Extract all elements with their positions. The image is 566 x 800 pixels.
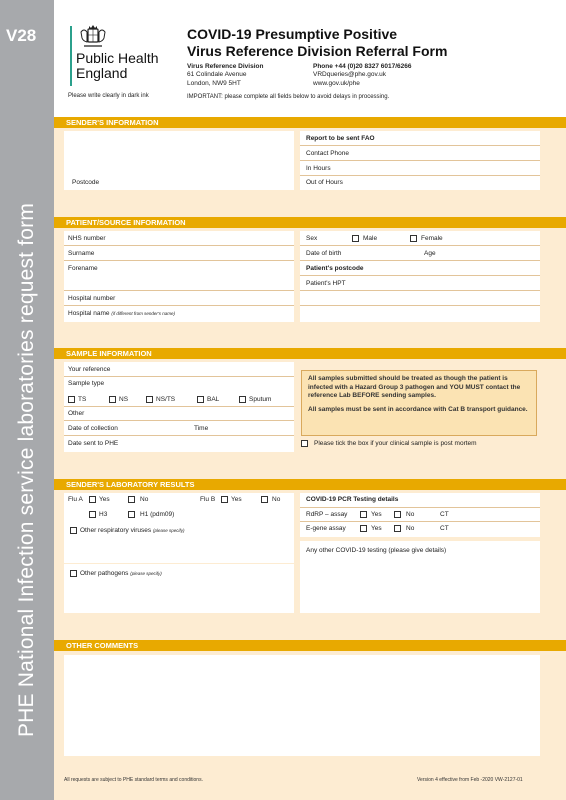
flu-a-no-label: No bbox=[140, 496, 149, 503]
form-body bbox=[54, 0, 566, 800]
vrd-name: Virus Reference Division bbox=[187, 63, 264, 70]
patient-hpt-field[interactable]: Patient's HPT bbox=[306, 280, 346, 287]
patient-left-box bbox=[64, 231, 294, 322]
hazard-notice bbox=[301, 370, 537, 436]
hazard-notice-text: All samples submitted should be treated as though the patient is infected with a Hazard Group 3 pathogen and YOU MUST contact the reference Lab BEFORE sending samples. bbox=[308, 375, 521, 399]
age-field[interactable]: Age bbox=[424, 250, 436, 257]
flu-a-yes-checkbox[interactable] bbox=[89, 496, 96, 503]
vrd-contact bbox=[313, 63, 411, 88]
section-other-comments bbox=[54, 640, 566, 651]
flu-b-yes-label: Yes bbox=[231, 496, 242, 503]
divider bbox=[300, 521, 540, 522]
egene-no-checkbox[interactable] bbox=[394, 525, 401, 532]
form-code: V28 bbox=[6, 26, 37, 45]
transport-notice-text: All samples must be sent in accordance with Cat B transport guidance. bbox=[308, 405, 528, 413]
title-line-2: Virus Reference Division Referral Form bbox=[187, 43, 448, 59]
flu-a-no-checkbox[interactable] bbox=[128, 496, 135, 503]
egene-ct-field[interactable]: CT bbox=[440, 525, 449, 532]
footer-terms: All requests are subject to PHE standard terms and conditions. bbox=[64, 777, 203, 783]
sender-address-field[interactable] bbox=[64, 131, 294, 190]
dob-field[interactable]: Date of birth bbox=[306, 250, 342, 257]
divider bbox=[64, 420, 294, 421]
sex-label: Sex bbox=[306, 235, 318, 242]
form-header bbox=[54, 0, 566, 117]
other-comments-field[interactable] bbox=[64, 655, 540, 756]
male-checkbox[interactable] bbox=[352, 235, 359, 242]
divider bbox=[300, 175, 540, 176]
in-hours-label: In Hours bbox=[306, 165, 331, 172]
flu-b-no-label: No bbox=[272, 496, 281, 503]
divider bbox=[300, 507, 540, 508]
patient-postcode-field[interactable]: Patient's postcode bbox=[306, 265, 364, 272]
other-covid-testing-label: Any other COVID-19 testing (please give details) bbox=[306, 547, 447, 554]
divider bbox=[300, 245, 540, 246]
divider bbox=[64, 260, 294, 261]
sample-other-field[interactable]: Other bbox=[68, 410, 85, 417]
sender-postcode-label: Postcode bbox=[72, 179, 100, 186]
divider bbox=[300, 305, 540, 306]
vrd-address-line-1: 61 Colindale Avenue bbox=[187, 71, 247, 79]
phe-logo-text bbox=[76, 51, 159, 81]
rdrp-yes-checkbox[interactable] bbox=[360, 511, 367, 518]
divider bbox=[300, 260, 540, 261]
please-specify-note: (please specify) bbox=[130, 571, 162, 576]
pcr-title: COVID-19 PCR Testing details bbox=[306, 496, 399, 503]
section-senders-information bbox=[54, 117, 566, 128]
post-mortem-checkbox[interactable] bbox=[301, 440, 308, 447]
nhs-number-field[interactable]: NHS number bbox=[68, 235, 106, 242]
divider bbox=[64, 376, 294, 377]
hospital-name-label: Hospital name bbox=[68, 310, 110, 317]
footer-version: Version 4 effective from Feb -2020 VW-2127-01 bbox=[417, 777, 523, 783]
rdrp-yes-label: Yes bbox=[371, 511, 382, 518]
flu-b-label: Flu B bbox=[200, 496, 216, 503]
sample-bal-label: BAL bbox=[207, 396, 220, 403]
divider bbox=[300, 160, 540, 161]
other-resp-text: Other respiratory viruses bbox=[80, 527, 152, 534]
flu-a-label: Flu A bbox=[68, 496, 83, 503]
other-covid-testing-field[interactable] bbox=[300, 541, 540, 613]
logo-line-1: Public Health bbox=[76, 50, 159, 66]
divider bbox=[64, 563, 294, 564]
your-reference-field[interactable]: Your reference bbox=[68, 366, 111, 373]
other-pathogens-checkbox[interactable] bbox=[70, 570, 77, 577]
post-mortem-label: Please tick the box if your clinical sample is post mortem bbox=[314, 440, 477, 447]
rdrp-no-label: No bbox=[406, 511, 415, 518]
h3-label: H3 bbox=[99, 511, 108, 518]
title-line-1: COVID-19 Presumptive Positive bbox=[187, 26, 398, 42]
pcr-testing-box bbox=[300, 493, 540, 537]
divider bbox=[300, 145, 540, 146]
hospital-number-field[interactable]: Hospital number bbox=[68, 295, 116, 302]
h1-label: H1 (pdm09) bbox=[140, 511, 175, 518]
sample-ns-ts-checkbox[interactable] bbox=[146, 396, 153, 403]
rdrp-no-checkbox[interactable] bbox=[394, 511, 401, 518]
important-note: IMPORTANT: please complete all fields below to avoid delays in processing. bbox=[187, 94, 390, 100]
section-heading: SAMPLE INFORMATION bbox=[66, 349, 152, 358]
section-lab-results bbox=[54, 479, 566, 490]
male-label: Male bbox=[363, 235, 378, 242]
contact-phone-label: Contact Phone bbox=[306, 150, 350, 157]
flu-b-yes-checkbox[interactable] bbox=[221, 496, 228, 503]
section-heading: SENDER'S INFORMATION bbox=[66, 118, 159, 127]
sample-box bbox=[64, 362, 294, 452]
sample-ns-ts-label: NS/TS bbox=[156, 396, 176, 403]
divider bbox=[64, 290, 294, 291]
vrd-address-line-2: London, NW9 5HT bbox=[187, 79, 241, 87]
rdrp-label: RdRP – assay bbox=[306, 511, 348, 518]
divider bbox=[64, 435, 294, 436]
logo-line-2: England bbox=[76, 65, 128, 81]
divider bbox=[300, 290, 540, 291]
female-label: Female bbox=[421, 235, 443, 242]
please-specify-note: (please specify) bbox=[152, 528, 185, 533]
divider bbox=[64, 406, 294, 407]
other-resp-label bbox=[80, 527, 185, 534]
date-sent-field[interactable]: Date sent to PHE bbox=[68, 440, 119, 447]
dark-ink-note: Please write clearly in dark ink bbox=[68, 93, 149, 99]
sample-bal-checkbox[interactable] bbox=[197, 396, 204, 403]
section-heading: PATIENT/SOURCE INFORMATION bbox=[66, 218, 186, 227]
section-heading: OTHER COMMENTS bbox=[66, 641, 139, 650]
h3-checkbox[interactable] bbox=[89, 511, 96, 518]
h1-checkbox[interactable] bbox=[128, 511, 135, 518]
sample-ts-checkbox[interactable] bbox=[68, 396, 75, 403]
surname-field[interactable]: Surname bbox=[68, 250, 95, 257]
vrd-email[interactable]: VRDqueries@phe.gov.uk bbox=[313, 71, 386, 79]
spine-vertical-title: PHE National Infection service laboratories request form bbox=[15, 202, 38, 738]
sample-ns-label: NS bbox=[119, 396, 129, 403]
form-title bbox=[187, 26, 447, 60]
hospital-name-field[interactable] bbox=[68, 310, 175, 317]
out-of-hours-label: Out of Hours bbox=[306, 179, 343, 186]
vrd-web[interactable]: www.gov.uk/phe bbox=[313, 79, 360, 87]
other-pathogens-label bbox=[80, 570, 162, 577]
egene-no-label: No bbox=[406, 525, 415, 532]
lab-results-box bbox=[64, 493, 294, 613]
report-contact-box bbox=[300, 131, 540, 190]
flu-a-yes-label: Yes bbox=[99, 496, 110, 503]
vrd-phone: Phone +44 (0)20 8327 6017/6266 bbox=[313, 63, 412, 70]
sample-sputum-label: Sputum bbox=[249, 396, 272, 403]
logo-accent-bar bbox=[70, 26, 72, 86]
divider bbox=[300, 275, 540, 276]
divider bbox=[64, 305, 294, 306]
royal-crest-icon bbox=[78, 24, 108, 50]
patient-right-box bbox=[300, 231, 540, 322]
sample-ns-checkbox[interactable] bbox=[109, 396, 116, 403]
other-pathogens-text: Other pathogens bbox=[80, 570, 129, 577]
egene-yes-label: Yes bbox=[371, 525, 382, 532]
hospital-name-note: (if different from sender's name) bbox=[111, 311, 176, 316]
egene-label: E-gene assay bbox=[306, 525, 346, 532]
female-checkbox[interactable] bbox=[410, 235, 417, 242]
egene-yes-checkbox[interactable] bbox=[360, 525, 367, 532]
flu-b-no-checkbox[interactable] bbox=[261, 496, 268, 503]
divider bbox=[64, 245, 294, 246]
section-heading: SENDER'S LABORATORY RESULTS bbox=[66, 480, 195, 489]
side-spine bbox=[0, 0, 54, 800]
report-fao-label: Report to be sent FAO bbox=[306, 135, 375, 142]
date-collection-field[interactable]: Date of collection bbox=[68, 425, 118, 432]
forename-field[interactable]: Forename bbox=[68, 265, 98, 272]
time-field[interactable]: Time bbox=[194, 425, 209, 432]
other-resp-checkbox[interactable] bbox=[70, 527, 77, 534]
section-sample-information bbox=[54, 348, 566, 359]
vrd-address bbox=[187, 63, 263, 88]
rdrp-ct-field[interactable]: CT bbox=[440, 511, 449, 518]
sample-ts-label: TS bbox=[78, 396, 87, 403]
sample-sputum-checkbox[interactable] bbox=[239, 396, 246, 403]
sample-type-label: Sample type bbox=[68, 380, 105, 387]
section-patient-information bbox=[54, 217, 566, 228]
